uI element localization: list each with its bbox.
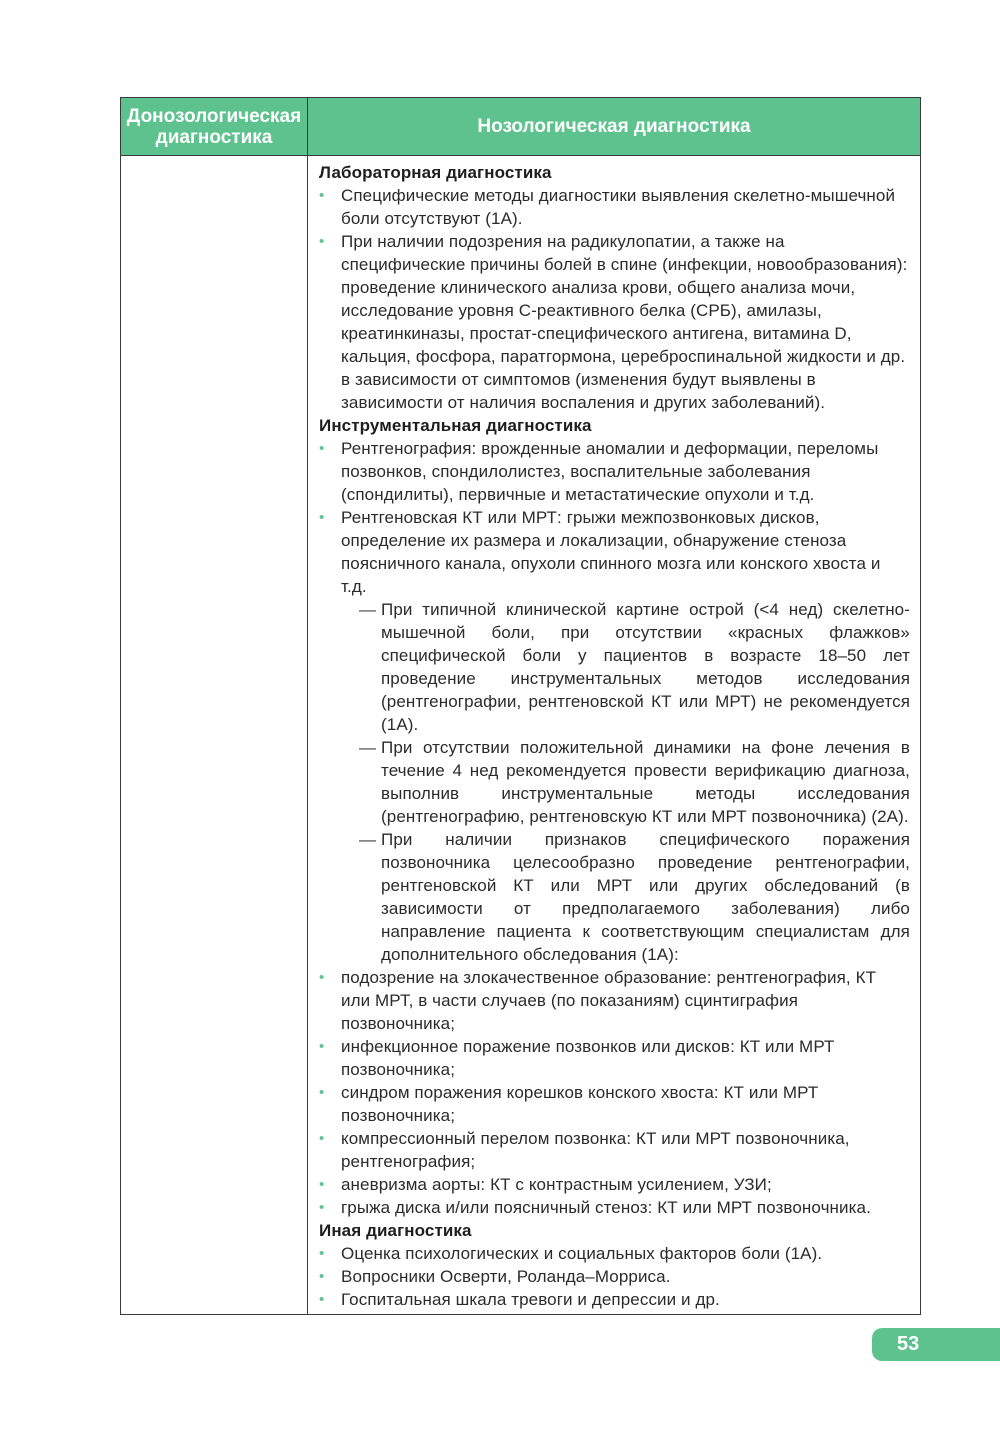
- recommendation-item: — При наличии признаков специфического поражения позвоночника целесообразно проведение рентгенографии, рентгеновской КТ или МРТ или других обследований (в зависимости от предполагаемого заболевания) либо направление пациента к соответствующим специалистам для дополнительного обследования (1А):: [319, 828, 910, 966]
- table-body-row: [121, 156, 921, 1315]
- other-item: • Госпитальная шкала тревоги и депрессии и др.: [319, 1288, 910, 1311]
- instrumental-list: [319, 437, 910, 598]
- indication-item: • синдром поражения корешков конского хвоста: КТ или МРТ позвоночника;: [319, 1081, 910, 1127]
- section-title-lab: Лабораторная диагностика: [319, 163, 552, 182]
- indication-item: • компрессионный перелом позвонка: КТ или МРТ позвоночника, рентгенография;: [319, 1127, 910, 1173]
- lab-item: • Специфические методы диагностики выявления скелетно-мышечной боли отсутствуют (1А).: [319, 184, 910, 230]
- header-nosological: Нозологическая диагностика: [308, 98, 921, 156]
- recommendation-item: — При типичной клинической картине острой (<4 нед) скелетно-мышечной боли, при отсутствии «красных флажков» специфической боли у пациентов в возрасте 18–50 лет проведение инструментальных методов исследования (рентгенографии, рентгеновской КТ или МРТ) не рекомендуется (1А).: [319, 598, 910, 736]
- page-number-badge: 53: [872, 1328, 1000, 1361]
- section-title-other: Иная диагностика: [319, 1221, 472, 1240]
- recommendation-list: [319, 598, 910, 966]
- lab-item: • При наличии подозрения на радикулопатии, а также на специфические причины болей в спине (инфекции, новообразования): проведение клинического анализа крови, общего анализа мочи, исследование уровня С-реактивного белка (СРБ), амилазы, креатинкиназы, простат-специфического антигена, витамина D, кальция, фосфора, паратгормона, цереброспинальной жидкости и др. в зависимости от симптомов (изменения будут выявлены в зависимости от наличия воспаления и других заболеваний).: [319, 230, 910, 414]
- indication-item: • аневризма аорты: КТ с контрастным усилением, УЗИ;: [319, 1173, 910, 1196]
- prenosological-cell: [121, 156, 308, 1315]
- indication-item: • инфекционное поражение позвонков или дисков: КТ или МРТ позвоночника;: [319, 1035, 910, 1081]
- nosological-cell: [308, 156, 921, 1315]
- diagnostics-table: [120, 97, 921, 1315]
- instrumental-item: • Рентгеновская КТ или МРТ: грыжи межпозвонковых дисков, определение их размера и локализации, обнаружение стеноза поясничного канала, опухоли спинного мозга или конского хвоста и т.д.: [319, 506, 910, 598]
- other-item: • Вопросники Осверти, Роланда–Морриса.: [319, 1265, 910, 1288]
- header-prenosological: Донозологическая диагностика: [121, 98, 308, 156]
- section-title-instrumental: Инструментальная диагностика: [319, 416, 592, 435]
- recommendation-item: — При отсутствии положительной динамики на фоне лечения в течение 4 нед рекомендуется провести верификацию диагноза, выполнив инструментальные методы исследования (рентгенографию, рентгеновскую КТ или МРТ позвоночника) (2А).: [319, 736, 910, 828]
- indication-list: [319, 966, 910, 1219]
- other-list: [319, 1242, 910, 1311]
- indication-item: • подозрение на злокачественное образование: рентгенография, КТ или МРТ, в части случаев (по показаниям) сцинтиграфия позвоночника;: [319, 966, 910, 1035]
- other-item: • Оценка психологических и социальных факторов боли (1А).: [319, 1242, 910, 1265]
- instrumental-item: • Рентгенография: врожденные аномалии и деформации, переломы позвонков, спондилолистез, воспалительные заболевания (спондилиты), первичные и метастатические опухоли и т.д.: [319, 437, 910, 506]
- lab-list: [319, 184, 910, 414]
- indication-item: • грыжа диска и/или поясничный стеноз: КТ или МРТ позвоночника.: [319, 1196, 910, 1219]
- table-header-row: [121, 98, 921, 156]
